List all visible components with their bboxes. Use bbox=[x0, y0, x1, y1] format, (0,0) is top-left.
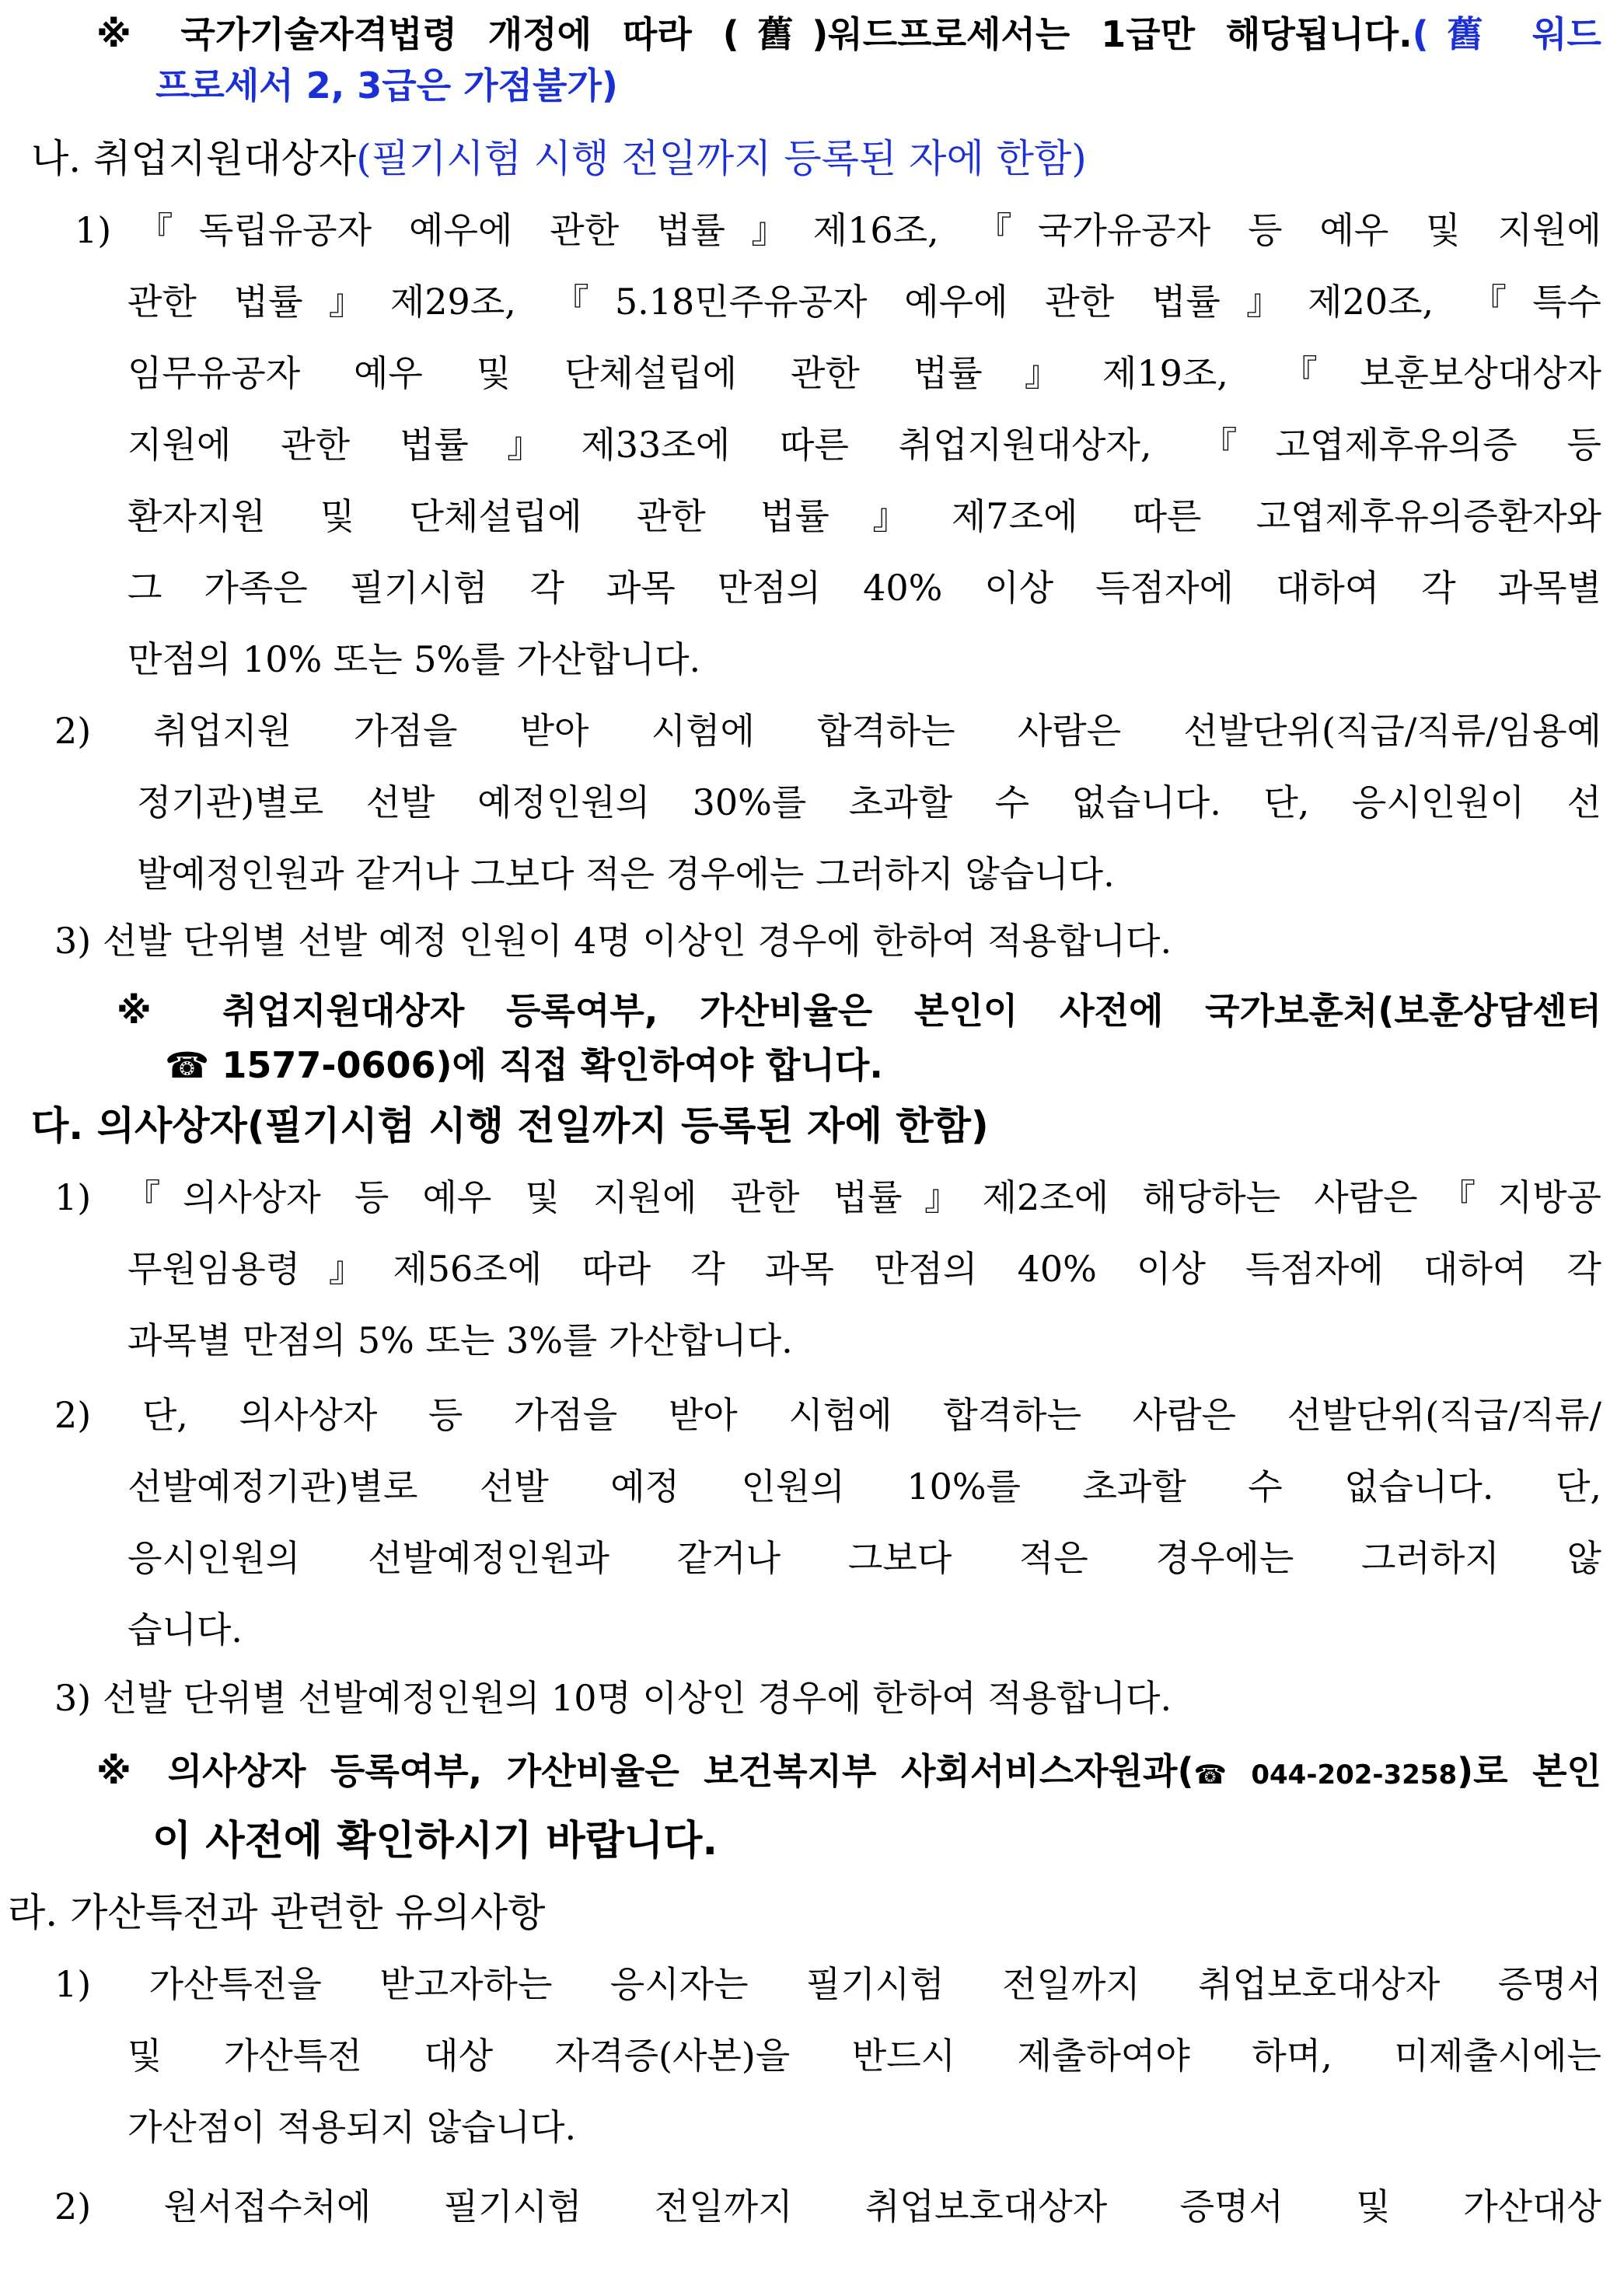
ra-item2-line1: 2) 원서접수처에 필기시험 전일까지 취업보호대상자 증명서 및 가산대상 bbox=[54, 2185, 1601, 2227]
na-note-line2 bbox=[165, 1042, 883, 1088]
da-item2-line4: 습니다. bbox=[127, 1609, 243, 1651]
na-item2-line3: 발예정인원과 같거나 그보다 적은 경우에는 그러하지 않습니다. bbox=[137, 853, 1115, 895]
da-item2-line3: 응시인원의 선발예정인원과 같거나 그보다 적은 경우에는 그러하지 않 bbox=[127, 1537, 1601, 1579]
ra-item1-line2: 및 가산특전 대상 자격증(사본)을 반드시 제출하여야 하며, 미제출시에는 bbox=[127, 2035, 1601, 2077]
na-note-line1: ※ 취업지원대상자 등록여부, 가산비율은 본인이 사전에 국가보훈처(보훈상담센터 bbox=[117, 990, 1601, 1032]
da-item1-line3: 과목별 만점의 5% 또는 3%를 가산합니다. bbox=[127, 1319, 793, 1361]
da-item2-line1: 2) 단, 의사상자 등 가점을 받아 시험에 합격하는 사람은 선발단위(직급/직류/ bbox=[54, 1394, 1601, 1436]
na-item2-line1: 2) 취업지원 가점을 받아 시험에 합격하는 사람은 선발단위(직급/직류/임용예 bbox=[54, 710, 1601, 752]
note-top-line1 bbox=[96, 11, 1601, 58]
da-item2-line2: 선발예정기관)별로 선발 예정 인원의 10%를 초과할 수 없습니다. 단, bbox=[127, 1466, 1601, 1508]
section-na-title: 나. 취업지원대상자 bbox=[31, 136, 357, 181]
da-note-text-a: ※ 의사상자 등록여부, 가산비율은 보건복지부 사회서비스자원과( bbox=[96, 1750, 1194, 1792]
note-top-blue-text: (舊 워드 bbox=[1412, 13, 1601, 55]
na-item1-line6: 그 가족은 필기시험 각 과목 만점의 40% 이상 득점자에 대하여 각 과목별 bbox=[127, 567, 1601, 609]
section-da-heading: 다. 의사상자(필기시험 시행 전일까지 등록된 자에 한함) bbox=[31, 1103, 989, 1148]
section-ra-heading: 라. 가산특전과 관련한 유의사항 bbox=[8, 1890, 546, 1935]
na-item3: 3) 선발 단위별 선발 예정 인원이 4명 이상인 경우에 한하여 적용합니다. bbox=[54, 920, 1172, 962]
na-item1-line4: 지원에 관한 법률』제33조에 따른 취업지원대상자, 『고엽제후유의증 등 bbox=[127, 424, 1601, 466]
ra-item1-line1: 1) 가산특전을 받고자하는 응시자는 필기시험 전일까지 취업보호대상자 증명서 bbox=[54, 1963, 1601, 2005]
da-note-text-b: )로 본인 bbox=[1457, 1750, 1601, 1792]
section-na-condition: (필기시험 시행 전일까지 등록된 자에 한함) bbox=[356, 136, 1087, 181]
phone-icon: ☎ bbox=[165, 1044, 210, 1086]
na-item1-line2: 관한 법률』제29조, 『5.18민주유공자 예우에 관한 법률』제20조, 『특수 bbox=[127, 281, 1601, 323]
da-item1-line1: 1) 『의사상자 등 예우 및 지원에 관한 법률』제2조에 해당하는 사람은『지방공 bbox=[54, 1176, 1601, 1218]
phone-icon: ☎ bbox=[1193, 1759, 1227, 1791]
da-item3: 3) 선발 단위별 선발예정인원의 10명 이상인 경우에 한하여 적용합니다. bbox=[54, 1677, 1172, 1719]
na-item1-line1: 1)『독립유공자 예우에 관한 법률』제16조, 『국가유공자 등 예우 및 지원에 bbox=[75, 209, 1601, 251]
da-note-line1 bbox=[96, 1748, 1601, 1798]
note-top-text: ※ 국가기술자격법령 개정에 따라 (舊)워드프로세서는 1급만 해당됩니다. bbox=[96, 13, 1413, 55]
da-note-line2: 이 사전에 확인하시기 바랍니다. bbox=[152, 1818, 718, 1864]
da-note-phone: 044-202-3258 bbox=[1251, 1759, 1458, 1791]
na-item1-line7: 만점의 10% 또는 5%를 가산합니다. bbox=[127, 638, 701, 680]
da-item1-line2: 무원임용령』제56조에 따라 각 과목 만점의 40% 이상 득점자에 대하여 각 bbox=[127, 1248, 1601, 1290]
na-item2-line2: 정기관)별로 선발 예정인원의 30%를 초과할 수 없습니다. 단, 응시인원이 선 bbox=[137, 781, 1601, 823]
section-na-heading bbox=[31, 135, 1087, 182]
note-top-line2: 프로세서 2, 3급은 가점불가) bbox=[155, 65, 618, 107]
na-item1-line5: 환자지원 및 단체설립에 관한 법률』제7조에 따른 고엽제후유의증환자와 bbox=[127, 495, 1601, 537]
na-note-text: 1577-0606)에 직접 확인하여야 합니다. bbox=[222, 1044, 883, 1086]
ra-item1-line3: 가산점이 적용되지 않습니다. bbox=[127, 2106, 577, 2148]
na-item1-line3: 임무유공자 예우 및 단체설립에 관한 법률』제19조, 『보훈보상대상자 bbox=[127, 352, 1601, 394]
